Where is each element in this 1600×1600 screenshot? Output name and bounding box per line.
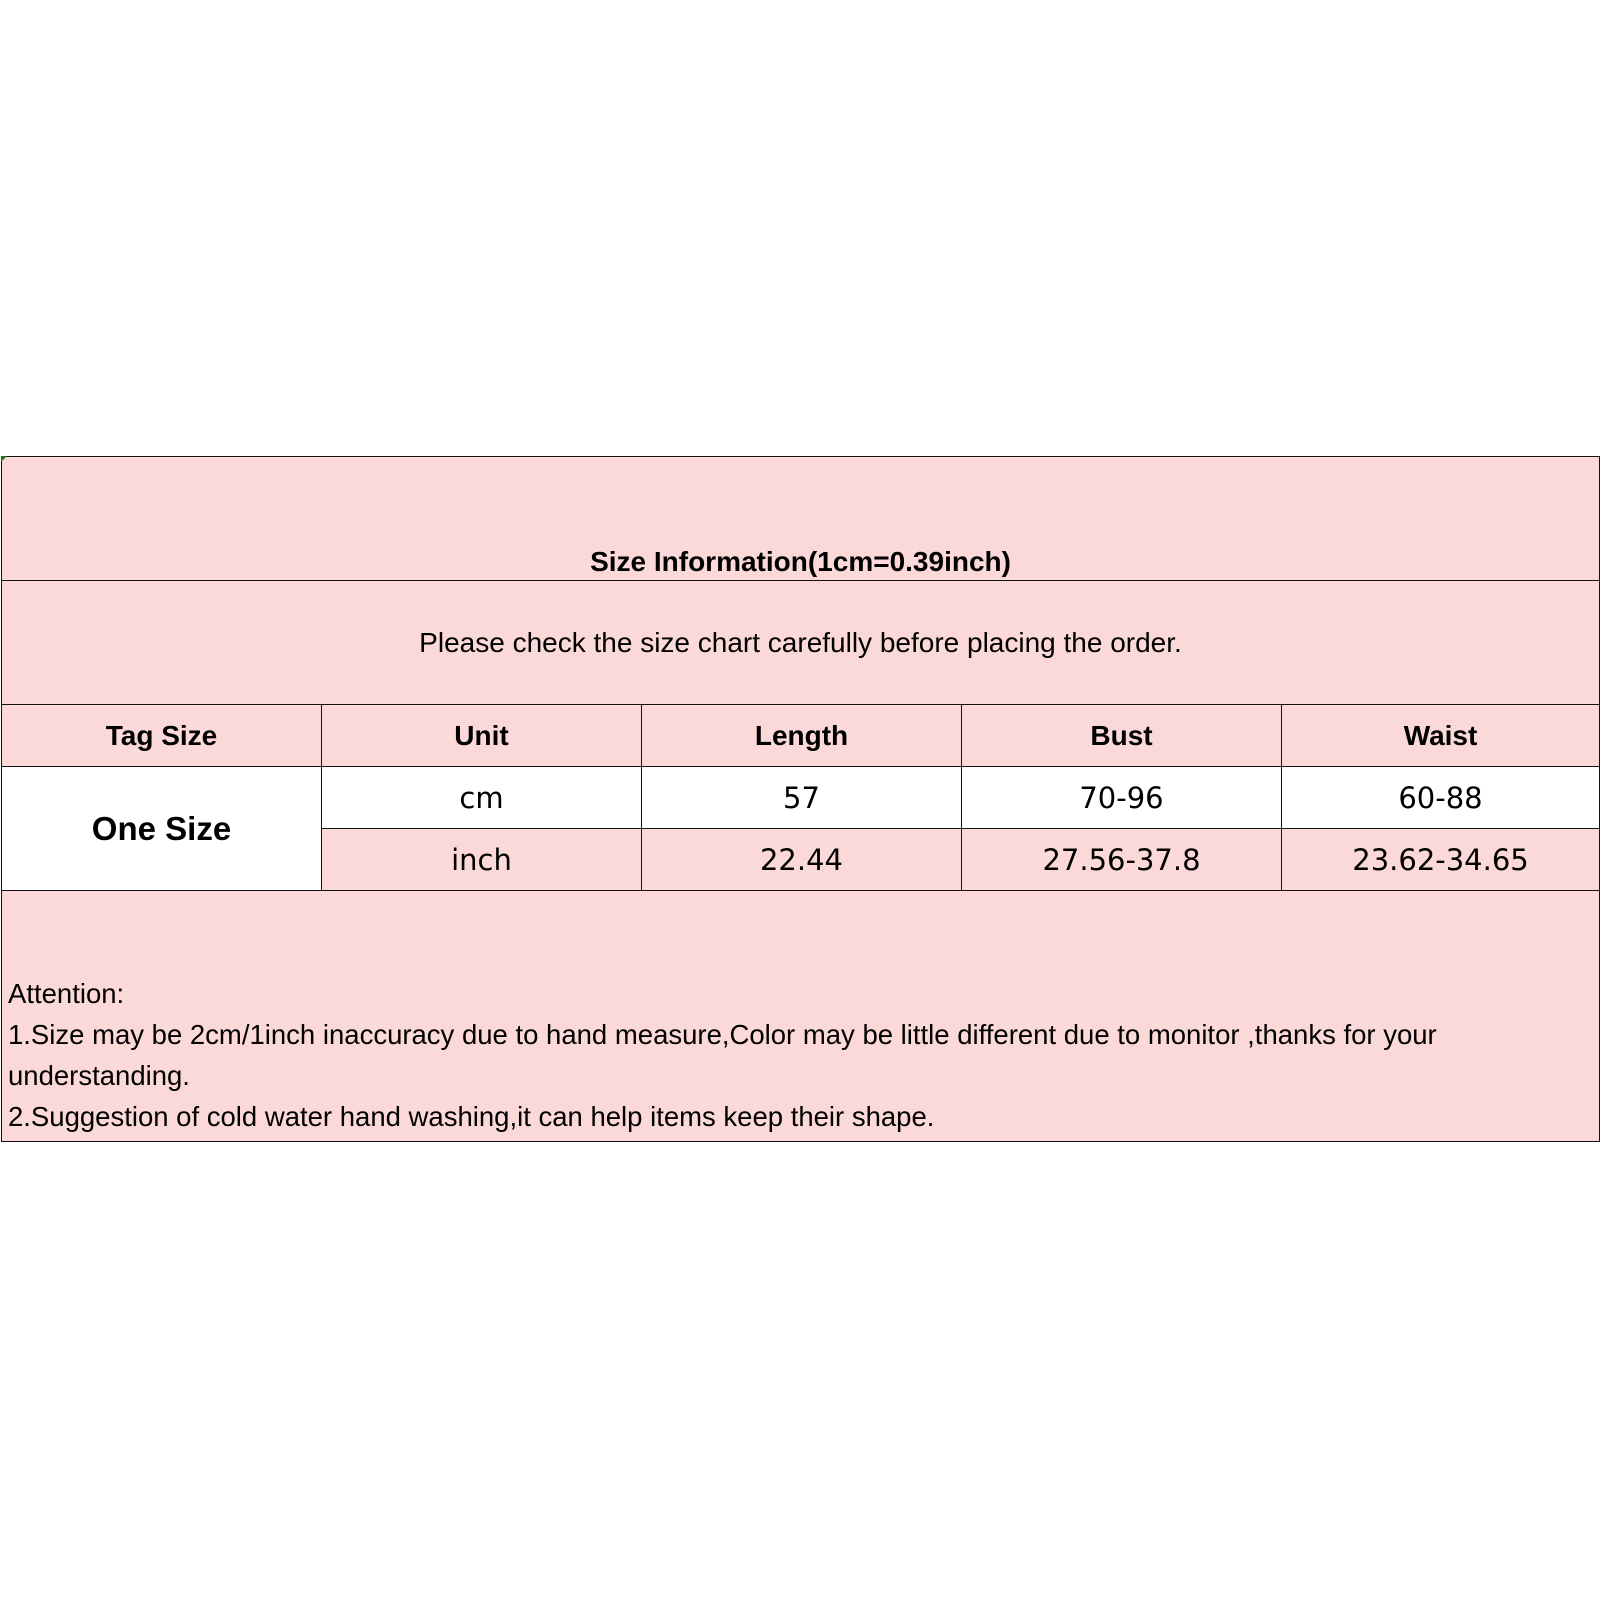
note-measurement: 1.Size may be 2cm/1inch inaccuracy due to hand measure,Color may be little different due to monitor ,thanks for your understanding. — [8, 1019, 1437, 1091]
note-washing: 2.Suggestion of cold water hand washing,it can help items keep their shape. — [8, 1101, 935, 1132]
unit-inch: inch — [322, 829, 642, 891]
notes-cell — [2, 891, 1600, 1142]
subtitle-row — [2, 581, 1600, 705]
bust-inch: 27.56-37.8 — [962, 829, 1282, 891]
size-chart-subtitle: Please check the size chart carefully before placing the order. — [2, 581, 1600, 705]
bust-cm: 70-96 — [962, 767, 1282, 829]
notes-row — [2, 891, 1600, 1142]
title-row — [2, 457, 1600, 581]
tag-size-value: One Size — [2, 767, 322, 891]
header-length: Length — [642, 705, 962, 767]
header-waist: Waist — [1282, 705, 1600, 767]
unit-cm: cm — [322, 767, 642, 829]
size-chart-table — [1, 456, 1600, 1142]
length-cm: 57 — [642, 767, 962, 829]
title-cell — [2, 457, 1600, 581]
attention-heading: Attention: — [8, 978, 125, 1009]
waist-cm: 60-88 — [1282, 767, 1600, 829]
header-tag-size: Tag Size — [2, 705, 322, 767]
waist-inch: 23.62-34.65 — [1282, 829, 1600, 891]
header-bust: Bust — [962, 705, 1282, 767]
table-row — [2, 767, 1600, 829]
corner-marker — [1, 456, 7, 462]
header-row — [2, 705, 1600, 767]
header-unit: Unit — [322, 705, 642, 767]
size-chart-title: Size Information(1cm=0.39inch) — [590, 546, 1011, 577]
length-inch: 22.44 — [642, 829, 962, 891]
